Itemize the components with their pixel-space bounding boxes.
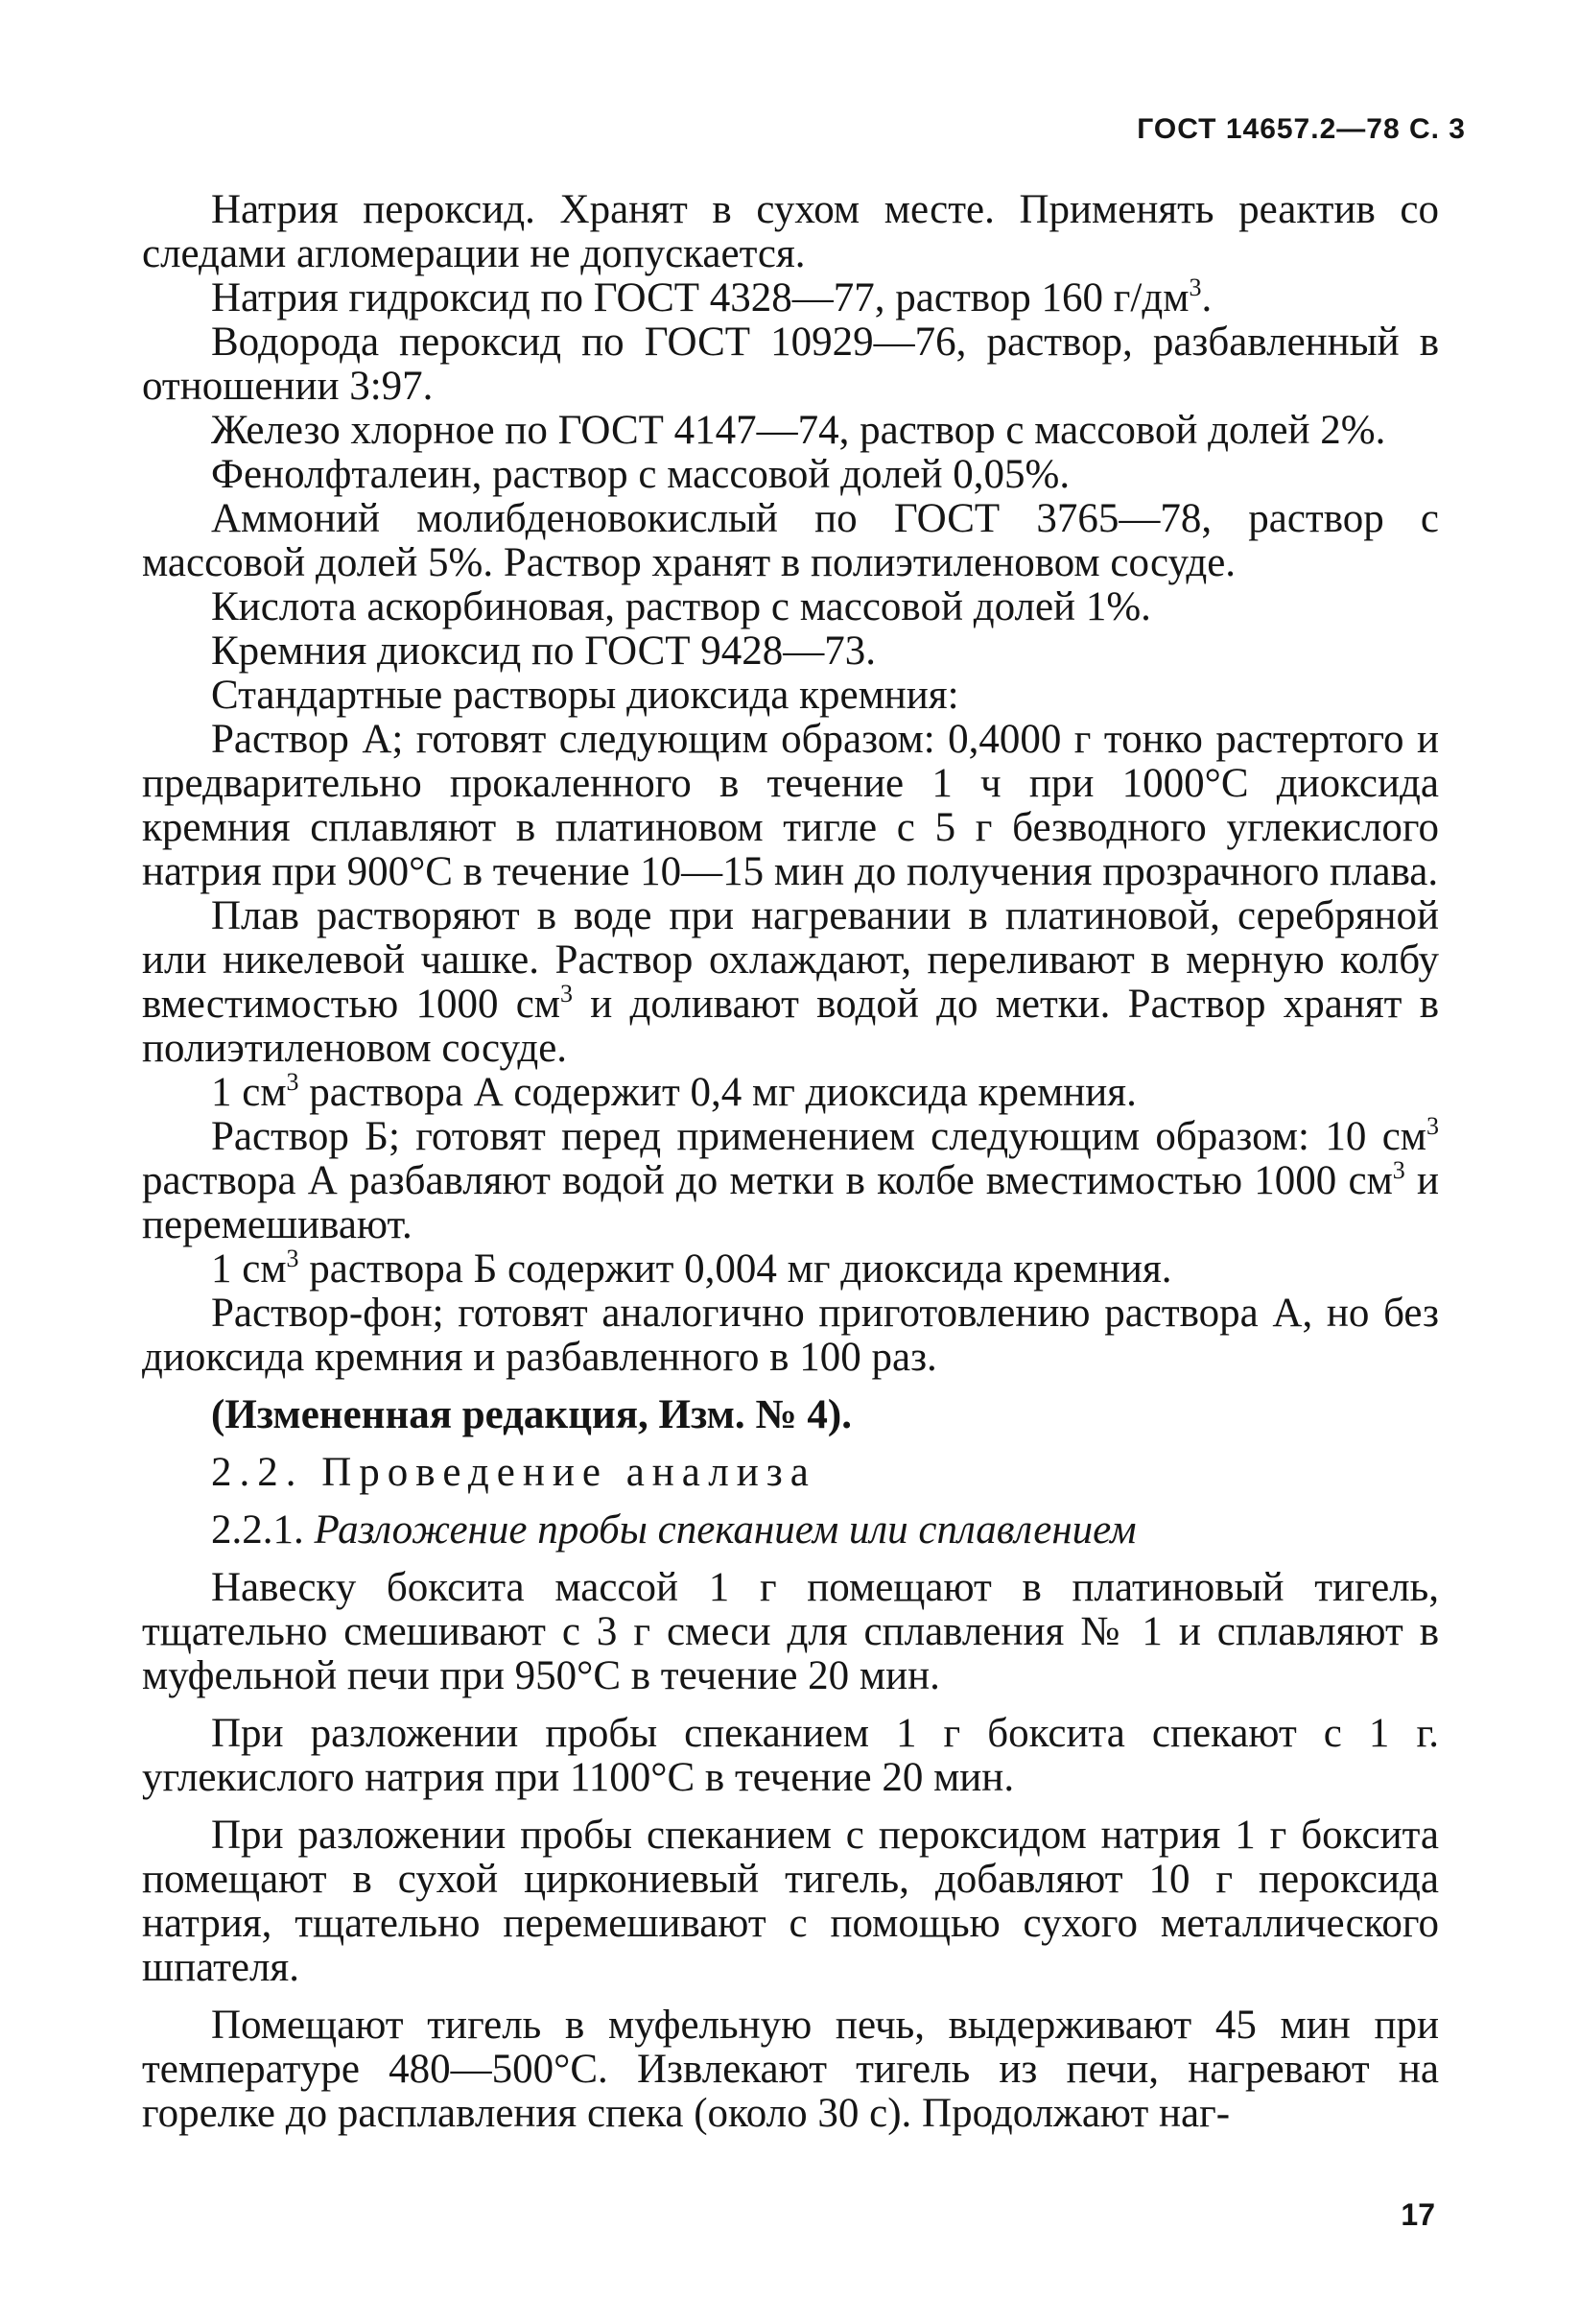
paragraph-hydrogen-peroxide: Водорода пероксид по ГОСТ 10929—76, раствор, разбавленный в отношении 3:97. [142, 320, 1439, 409]
paragraph-silicon-dioxide: Кремния диоксид по ГОСТ 9428—73. [211, 628, 877, 674]
paragraph-solution-b: Раствор Б; готовят перед применением следующим образом: 10 $см^3$ раствора А разбавляют водой до метки в колбе вместимостью 1000 $см^3$ и перемешивают. [142, 1112, 1440, 1247]
paragraph-phenolphthalein: Фенолфталеин, раствор с массовой долей 0,05%. [211, 452, 1071, 497]
paragraph-solution-a: Раствор А; готовят следующим образом: 0,4000 г тонко растертого и предварительно прокаленного в течение 1 ч при 1000°С диоксида кремния сплавляют в платиновом тигле с 5 г безводного углекислого натрия при 900°С в течение 10—15 мин до получения прозрачного плава. [142, 717, 1439, 894]
subsection-heading [142, 1508, 1439, 1553]
page-header: ГОСТ 14657.2—78 С. 3 [1137, 113, 1466, 145]
paragraph-peroxide-sintering: При разложении пробы спеканием с пероксидом натрия 1 г боксита помещают в сухой циркониевый тигель, добавляют 10 г пероксида натрия, тщательно перемешивают с помощью сухого металлического шпателя. [142, 1813, 1439, 1990]
paragraph-melt-dissolving: Плав растворяют в воде при нагревании в платиновой, серебряной или никелевой чашке. Раствор охлаждают, переливают в мерную колбу вместимостью 1000 $см^3$ и доливают водой до метки. Раствор хранят в полиэтиленовом сосуде. [142, 893, 1439, 1071]
amendment-note: (Измененная редакция, Изм. № 4). [211, 1392, 852, 1437]
paragraph-solution-a-content: 1 $см^3$ раствора А содержит 0,4 мг диоксида кремния. [211, 1068, 1137, 1115]
section-heading: 2.2. Проведение анализа [211, 1450, 816, 1495]
paragraph-sodium-peroxide: Натрия пероксид. Хранят в сухом месте. Применять реактив со следами агломерации не допускается. [142, 187, 1439, 276]
paragraph-ascorbic-acid: Кислота аскорбиновая, раствор с массовой долей 1%. [211, 584, 1151, 629]
paragraph-standard-solutions: Стандартные растворы диоксида кремния: [211, 673, 959, 718]
paragraph-solution-b-content: 1 $см^3$ раствора Б содержит 0,004 мг диоксида кремния. [211, 1245, 1172, 1292]
document-body [142, 188, 1439, 2136]
paragraph-sintering: При разложении пробы спеканием 1 г боксита спекают с 1 г. углекислого натрия при 1100°С в течение 20 мин. [142, 1711, 1439, 1800]
paragraph-iron-chloride: Железо хлорное по ГОСТ 4147—74, раствор с массовой долей 2%. [211, 408, 1386, 453]
paragraph-fusion: Навеску боксита массой 1 г помещают в платиновый тигель, тщательно смешивают с 3 г смеси для сплавления № 1 и сплавляют в муфельной печи при 950°С в течение 20 мин. [142, 1565, 1439, 1698]
subsection-number: 2.2.1. [211, 1507, 304, 1553]
paragraph-sodium-hydroxide: Натрия гидроксид по ГОСТ 4328—77, раствор 160 $г/дм^3$. [211, 273, 1213, 320]
page-number: 17 [1401, 2197, 1435, 2232]
paragraph-background-solution: Раствор-фон; готовят аналогично приготовлению раствора А, но без диоксида кремния и разбавленного в 100 раз. [142, 1291, 1439, 1380]
subsection-title: Разложение пробы спеканием или сплавлением [314, 1507, 1137, 1553]
paragraph-muffle-furnace: Помещают тигель в муфельную печь, выдерживают 45 мин при температуре 480—500°С. Извлекают тигель из печи, нагревают на горелке до расплавления спека (около 30 с). Продолжают наг- [142, 2003, 1439, 2136]
paragraph-ammonium-molybdate: Аммоний молибденовокислый по ГОСТ 3765—78, раствор с массовой долей 5%. Раствор хранят в полиэтиленовом сосуде. [142, 496, 1439, 585]
